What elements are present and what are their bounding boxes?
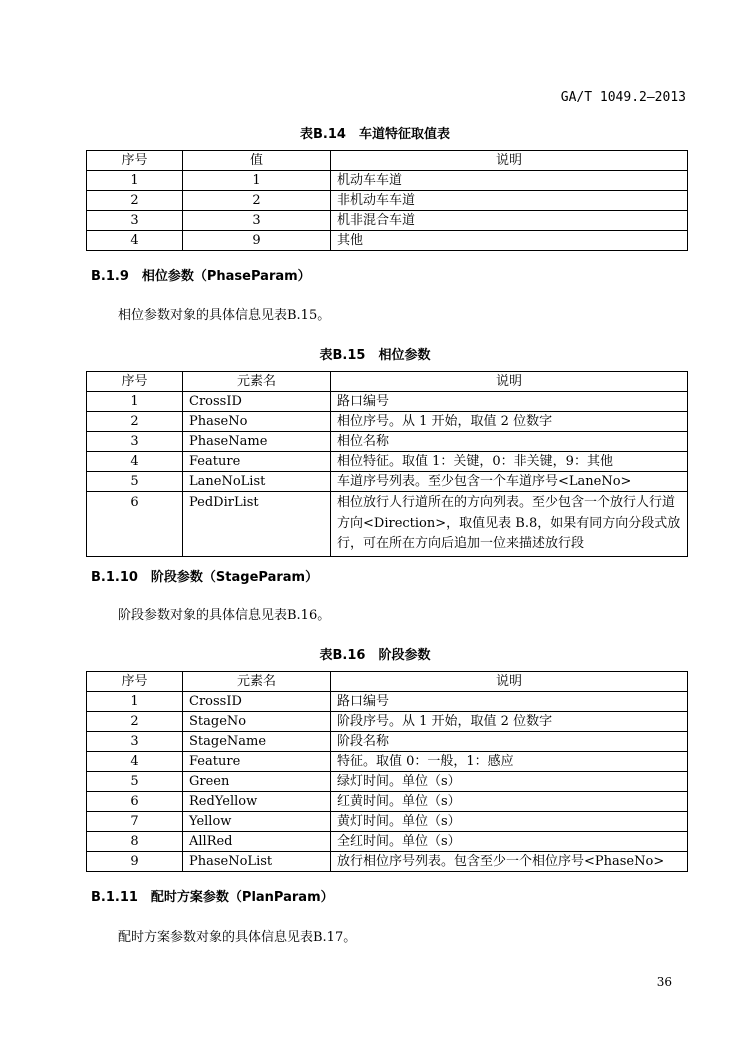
table-cell: 1 [183,171,331,191]
table-cell: 2 [87,412,183,432]
table-row [87,211,688,231]
table-row [87,452,688,472]
table-row [87,412,688,432]
table-row [87,732,688,752]
table-row [87,712,688,732]
table-cell: 8 [87,832,183,852]
table-b14 [86,150,688,251]
table-cell: 3 [87,211,183,231]
table-row [87,832,688,852]
table-cell: 阶段序号。从 1 开始，取值 2 位数字 [331,712,688,732]
table-header-row [87,372,688,392]
table-cell: 9 [183,231,331,251]
table-cell: 相位特征。取值 1：关键，0：非关键，9：其他 [331,452,688,472]
column-header: 序号 [87,672,183,692]
table-cell: RedYellow [183,792,331,812]
column-header: 元素名 [183,372,331,392]
table-cell: 3 [183,211,331,231]
table-cell: 机动车车道 [331,171,688,191]
table-cell: 红黄时间。单位（s） [331,792,688,812]
table-b14-caption: 表B.14 车道特征取值表 [300,127,450,142]
table-b16 [86,671,688,872]
table-cell: 1 [87,392,183,412]
table-cell: 2 [183,191,331,211]
table-cell: Feature [183,452,331,472]
table-cell: 车道序号列表。至少包含一个车道序号<LaneNo> [331,472,688,492]
table-cell: 1 [87,171,183,191]
table-cell: 6 [87,492,183,557]
column-header: 说明 [331,151,688,171]
table-b16-caption: 表B.16 阶段参数 [319,648,431,663]
table-cell: 1 [87,692,183,712]
table-cell: 5 [87,772,183,792]
standard-number: GA/T 1049.2—2013 [560,90,686,105]
table-cell: 相位名称 [331,432,688,452]
table-row [87,772,688,792]
table-cell: 4 [87,752,183,772]
table-cell: 5 [87,472,183,492]
table-row [87,392,688,412]
table-cell: 相位放行人行道所在的方向列表。至少包含一个放行人行道方向<Direction>，取值见表 B.8，如果有同方向分段式放行，可在所在方向后追加一位来描述放行段 [331,492,688,557]
table-cell: 2 [87,712,183,732]
column-header: 说明 [331,672,688,692]
table-row [87,432,688,452]
section-heading-b111: B.1.11 配时方案参数（PlanParam） [91,890,334,905]
table-row [87,492,688,557]
table-cell: 相位序号。从 1 开始，取值 2 位数字 [331,412,688,432]
table-cell: 2 [87,191,183,211]
section-text-b19: 相位参数对象的具体信息见表B.15。 [118,308,331,323]
table-cell: PhaseNoList [183,852,331,872]
section-heading-b19: B.1.9 相位参数（PhaseParam） [91,269,311,284]
table-cell: StageNo [183,712,331,732]
table-row [87,792,688,812]
table-b15-caption: 表B.15 相位参数 [319,348,431,363]
table-row [87,191,688,211]
table-cell: 9 [87,852,183,872]
table-cell: 阶段名称 [331,732,688,752]
table-cell: Feature [183,752,331,772]
table-cell: 放行相位序号列表。包含至少一个相位序号<PhaseNo> [331,852,688,872]
table-row [87,852,688,872]
column-header: 序号 [87,372,183,392]
table-cell: LaneNoList [183,472,331,492]
table-cell: 机非混合车道 [331,211,688,231]
table-cell: 4 [87,452,183,472]
table-row [87,812,688,832]
table-cell: PhaseName [183,432,331,452]
table-cell: CrossID [183,692,331,712]
table-cell: 3 [87,732,183,752]
table-cell: 黄灯时间。单位（s） [331,812,688,832]
table-cell: 4 [87,231,183,251]
column-header: 序号 [87,151,183,171]
table-cell: StageName [183,732,331,752]
table-b15 [86,371,688,557]
table-cell: Green [183,772,331,792]
table-cell: 7 [87,812,183,832]
table-cell: PhaseNo [183,412,331,432]
section-text-b111: 配时方案参数对象的具体信息见表B.17。 [118,930,357,945]
table-cell: CrossID [183,392,331,412]
table-cell: 路口编号 [331,392,688,412]
table-row [87,472,688,492]
table-cell: AllRed [183,832,331,852]
table-cell: 路口编号 [331,692,688,712]
table-row [87,692,688,712]
table-header-row [87,672,688,692]
section-heading-b110: B.1.10 阶段参数（StageParam） [91,570,319,585]
table-cell: 特征。取值 0：一般，1：感应 [331,752,688,772]
table-cell: 绿灯时间。单位（s） [331,772,688,792]
table-header-row [87,151,688,171]
table-row [87,231,688,251]
table-cell: PedDirList [183,492,331,557]
table-cell: 非机动车车道 [331,191,688,211]
table-cell: 3 [87,432,183,452]
table-cell: 6 [87,792,183,812]
column-header: 说明 [331,372,688,392]
section-text-b110: 阶段参数对象的具体信息见表B.16。 [118,608,331,623]
page-number: 36 [656,975,672,989]
table-cell: Yellow [183,812,331,832]
table-row [87,171,688,191]
column-header: 元素名 [183,672,331,692]
column-header: 值 [183,151,331,171]
table-cell: 全红时间。单位（s） [331,832,688,852]
table-cell: 其他 [331,231,688,251]
table-row [87,752,688,772]
